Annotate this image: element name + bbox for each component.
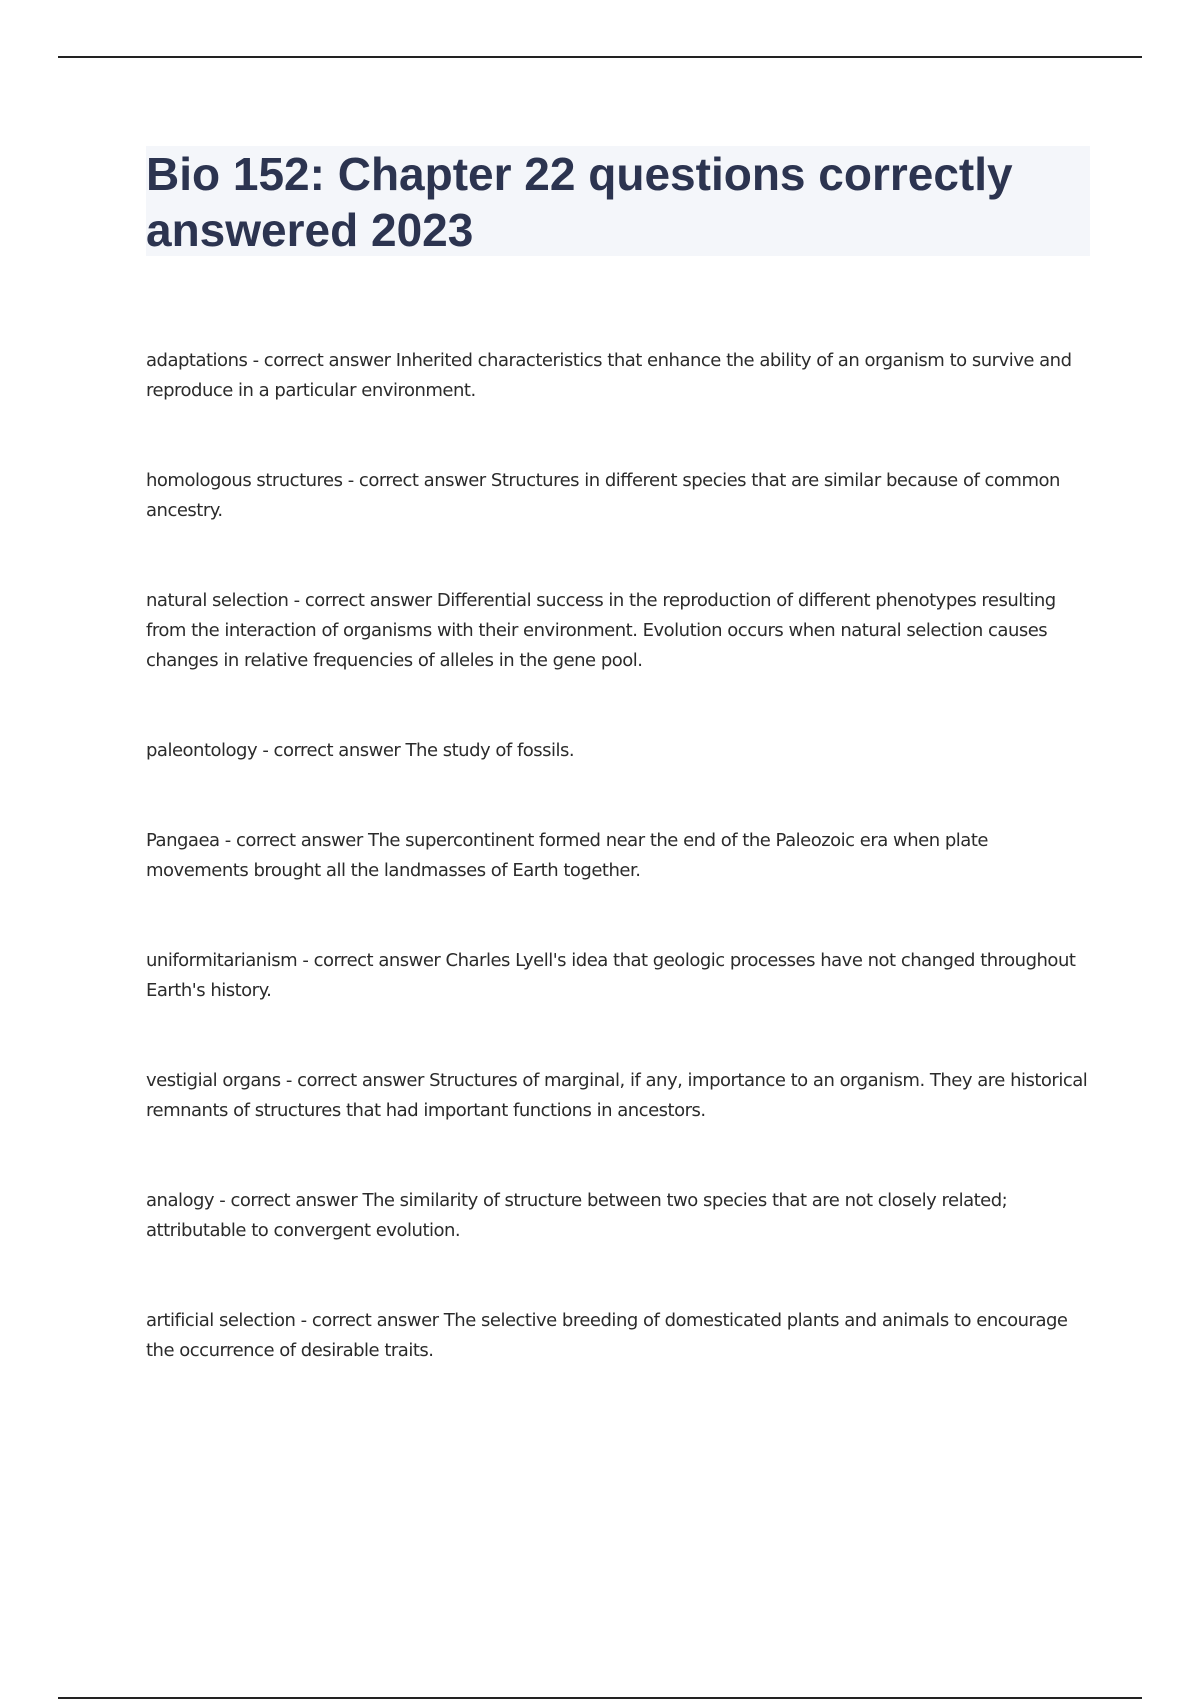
list-item: artificial selection - correct answer The selective breeding of domesticated plants and animals to encourage the occurrence of desirable traits. [146,1310,1068,1361]
list-item: Pangaea - correct answer The supercontinent formed near the end of the Paleozoic era when plate movements brought all the landmasses of Earth together. [146,830,988,881]
page-title: Bio 152: Chapter 22 questions correctly answered 2023 [146,148,1013,256]
list-item: paleontology - correct answer The study of fossils. [146,740,575,761]
list-item: analogy - correct answer The similarity of structure between two species that are not closely related; attributable to convergent evolution. [146,1190,1008,1241]
list-item: vestigial organs - correct answer Structures of marginal, if any, importance to an organism. They are historical remnants of structures that had important functions in ancestors. [146,1070,1088,1121]
list-item: adaptations - correct answer Inherited characteristics that enhance the ability of an organism to survive and reproduce in a particular environment. [146,350,1072,401]
list-item: natural selection - correct answer Differential success in the reproduction of different phenotypes resulting from the interaction of organisms with their environment. Evolution occurs when natural selection causes changes in relative frequencies of alleles in the gene pool. [146,590,1056,671]
list-item: uniformitarianism - correct answer Charles Lyell's idea that geologic processes have not changed throughout Earth's history. [146,950,1076,1001]
top-divider [58,56,1142,58]
bottom-divider [58,1697,1142,1699]
entry-list [146,346,1090,1426]
list-item: homologous structures - correct answer Structures in different species that are similar because of common ancestry. [146,470,1060,521]
